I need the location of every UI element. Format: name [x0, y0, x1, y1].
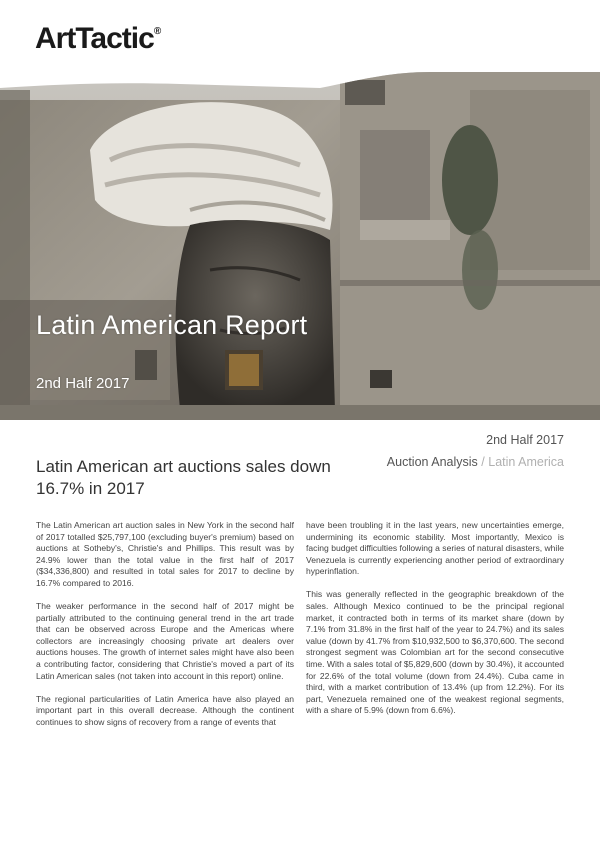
- report-meta: [387, 433, 564, 469]
- article-right-column: [306, 520, 564, 729]
- arttactic-logo: [35, 22, 161, 56]
- paragraph: The weaker performance in the second half of 2017 might be partially attributed to the continuing general trend in the art trade that can be observed across Europe and the Americas where collectors are increasingly choosing private art dealers over auctions houses. The growth of internet sales might have also been a contributing factor, considering that Christie's moved a part of its Latin American sales (not taken into account in this report) online.: [36, 601, 294, 681]
- hero-image: [0, 70, 600, 420]
- report-subtitle: 2nd Half 2017: [36, 375, 130, 392]
- building-mural-photo: [0, 70, 600, 420]
- article-left-column: [36, 520, 294, 740]
- breadcrumb-primary: Auction Analysis: [386, 455, 478, 469]
- report-title: Latin American Report: [36, 310, 308, 340]
- paragraph: have been troubling it in the last years, new uncertainties emerge, undermining its economic stability. Most importantly, Mexico is facing budget difficulties following a series of natural disasters, while Venezuela is currently experiencing another period of extraordinary hyperinflation.: [306, 520, 564, 577]
- breadcrumb-secondary: Latin America: [488, 455, 564, 469]
- report-period: 2nd Half 2017: [486, 433, 564, 447]
- paragraph: This was generally reflected in the geographic breakdown of the sales. Although Mexico continued to be the principal regional market, it contracted both in terms of its market share (down by 7.1% from 31.8% in the first half of the year to 24.7%) and its sales value (down by 41.7% from $10,932,500 to $6,370,600. The second strongest segment was Colombian art for the second consecutive time. With a sales total of $5,829,600 (down by 30.4%), it accounted for 22.6% of the total volume (down from 24.4%). Cuba came in third, with a market contribution of 13.4% (up from 12.2%). For its part, Venezuela remained one of the weakest regional segments, with a share of 5.9% (down from 6.6%).: [306, 589, 564, 716]
- breadcrumb: [387, 455, 564, 469]
- logo-text: ArtTactic: [35, 22, 154, 55]
- breadcrumb-separator: /: [481, 455, 485, 469]
- paragraph: The regional particularities of Latin America have also played an important part in this overall decrease. Although the continent continues to show signs of recovery from a range of events that: [36, 693, 294, 727]
- paragraph: The Latin American art auction sales in New York in the second half of 2017 totalled $25,797,100 (excluding buyer's premium) based on auctions at Sotheby's, Christie's and Phillips. This result was by 24.9% lower than the total value in the first half of 2017 ($34,336,800) and resulted in total sales for 2017 to decline by 16.7% compared to 2016.: [36, 520, 294, 588]
- registered-mark: ®: [153, 26, 162, 37]
- article-headline: Latin American art auctions sales down 16.7% in 2017: [36, 457, 331, 498]
